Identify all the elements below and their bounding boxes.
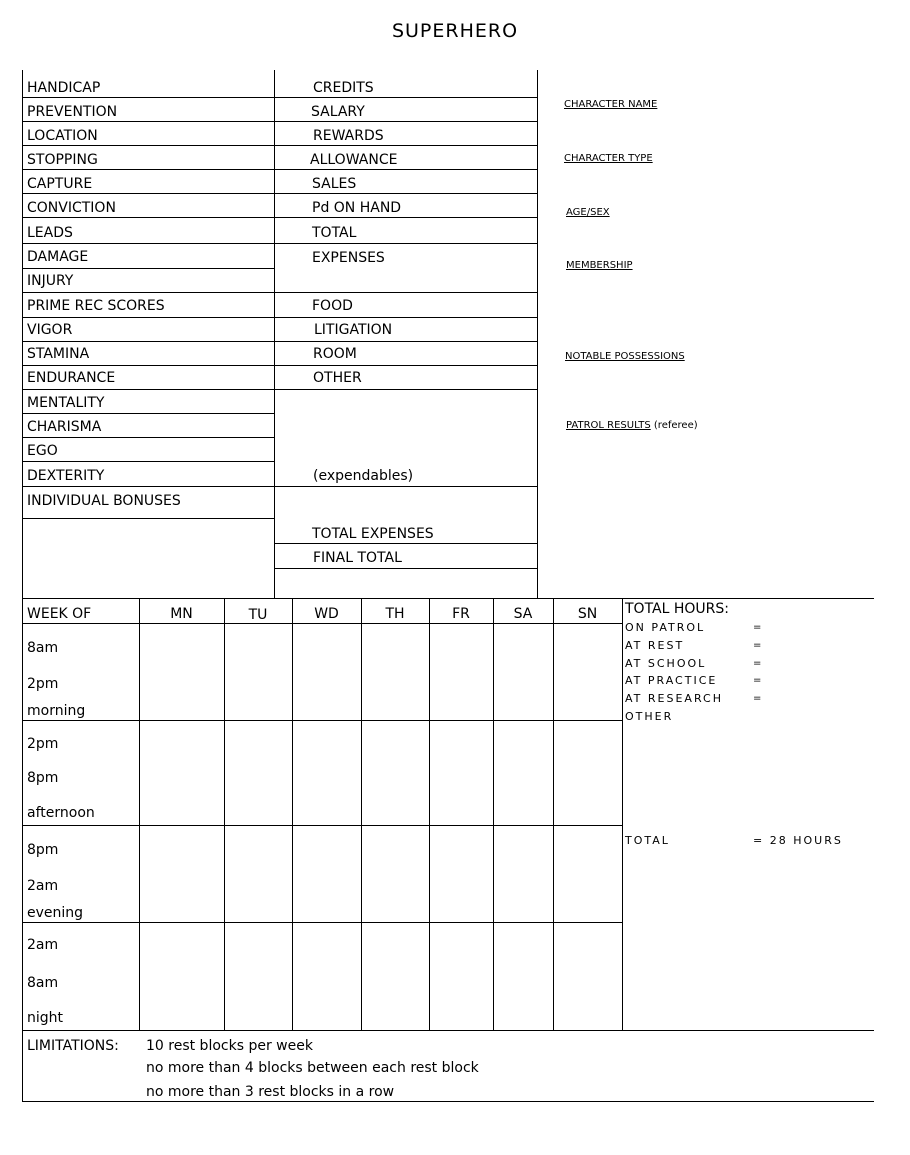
hours-total-label: TOTAL [625,834,670,847]
field-label: LITIGATION [314,322,393,338]
schedule-top-line [22,598,874,599]
patrol-results-note: (referee) [653,420,698,431]
row-line [22,217,274,218]
field-label: CAPTURE [27,176,93,192]
row-line [274,169,537,170]
left-border [22,598,23,1102]
row-line [22,365,537,366]
row-line [22,389,537,390]
row-line [22,341,537,342]
character-type-label: CHARACTER TYPE [564,153,653,164]
limitations-label: LIMITATIONS: [27,1038,119,1054]
block-start: 2am [27,937,59,953]
field-label: EGO [27,443,58,459]
notable-possessions-label: NOTABLE POSSESSIONS [565,351,685,362]
row-line [22,292,537,293]
limitation-line: 10 rest blocks per week [146,1038,313,1054]
field-label: FOOD [312,298,353,314]
day-header-wd: WD [314,606,339,622]
hours-eq: = [753,640,762,651]
block-line [22,720,622,721]
schedule-header-line [22,623,622,624]
block-line [22,825,622,826]
row-line [274,145,537,146]
field-label: DAMAGE [27,249,89,265]
row-line [274,243,537,244]
row-line [22,461,274,462]
hours-label: AT SCHOOL [625,657,707,670]
block-line [22,922,622,923]
age-sex-label: AGE/SEX [566,207,610,218]
block-start: 2pm [27,736,59,752]
hours-eq: = [753,693,762,704]
hours-label: AT RESEARCH [625,692,723,705]
column-divider [274,70,275,598]
field-label: TOTAL EXPENSES [312,526,434,542]
field-label: STAMINA [27,346,90,362]
row-line [22,437,274,438]
row-line [22,169,274,170]
row-line [22,268,274,269]
limitation-line: no more than 3 rest blocks in a row [146,1084,395,1100]
field-label: CONVICTION [27,200,116,216]
field-label: CHARISMA [27,419,102,435]
column-divider [361,598,362,1030]
block-end: 2am [27,878,59,894]
field-label: PRIME REC SCORES [27,298,165,314]
field-label: CREDITS [313,80,374,96]
column-divider [292,598,293,1030]
hours-eq: = [753,622,762,633]
row-line [22,145,274,146]
field-label: EXPENSES [312,250,385,266]
limitations-bottom-line [22,1101,874,1102]
field-label: ENDURANCE [27,370,116,386]
block-start: 8am [27,640,59,656]
hours-label: ON PATROL [625,621,706,634]
field-label: LOCATION [27,128,98,144]
row-line [274,193,537,194]
hours-label: AT PRACTICE [625,674,718,687]
field-label: ROOM [313,346,357,362]
field-label: PREVENTION [27,104,118,120]
field-label: INDIVIDUAL BONUSES [27,493,181,509]
day-header-sn: SN [577,606,598,622]
day-header-sa: SA [513,606,533,622]
row-line [274,568,537,569]
block-label: afternoon [27,805,95,821]
week-of-label: WEEK OF [27,606,92,622]
row-line [22,193,274,194]
row-line [274,97,537,98]
block-label: night [27,1010,64,1026]
hours-eq: = [753,658,762,669]
page-title: SUPERHERO [391,20,519,42]
field-label: Pd ON HAND [312,200,402,216]
hours-label: AT REST [625,639,685,652]
row-line [274,543,537,544]
field-label: (expendables) [313,468,414,484]
schedule-bottom-line [22,1030,874,1031]
column-divider [429,598,430,1030]
field-label: HANDICAP [27,80,101,96]
day-header-th: TH [385,606,405,622]
row-line [22,486,537,487]
row-line [22,518,274,519]
field-label: DEXTERITY [27,468,105,484]
patrol-results-text: PATROL RESULTS [566,420,651,431]
block-label: evening [27,905,84,921]
patrol-results-label [566,418,698,434]
field-label: TOTAL [312,225,357,241]
day-header-fr: FR [452,606,470,622]
character-name-label: CHARACTER NAME [564,99,658,110]
block-start: 8pm [27,842,59,858]
row-line [274,121,537,122]
column-divider [537,70,538,598]
row-line [22,121,274,122]
limitation-line: no more than 4 blocks between each rest block [146,1060,479,1076]
total-hours-title: TOTAL HOURS: [625,601,729,617]
membership-label: MEMBERSHIP [566,260,633,271]
block-end: 8pm [27,770,59,786]
column-divider [224,598,225,1030]
hours-eq: = [753,675,762,686]
column-divider [622,598,623,1030]
hours-label: OTHER [625,710,674,723]
block-end: 2pm [27,676,59,692]
field-label: SALES [312,176,357,192]
row-line [274,217,537,218]
field-label: REWARDS [313,128,384,144]
column-divider [493,598,494,1030]
day-header-tu: TU [248,607,268,623]
field-label: MENTALITY [27,395,105,411]
hours-total-value: = 28 HOURS [753,834,843,847]
block-label: morning [27,703,86,719]
field-label: LEADS [27,225,73,241]
day-header-mn: MN [170,606,193,622]
row-line [22,317,537,318]
field-label: ALLOWANCE [310,152,398,168]
column-divider [553,598,554,1030]
field-label: STOPPING [27,152,98,168]
row-line [22,243,274,244]
block-end: 8am [27,975,59,991]
field-label: INJURY [27,273,74,289]
row-line [22,97,274,98]
row-line [22,413,274,414]
field-label: OTHER [313,370,362,386]
field-label: FINAL TOTAL [313,550,402,566]
column-divider [139,598,140,1030]
field-label: SALARY [311,104,365,120]
field-label: VIGOR [27,322,73,338]
